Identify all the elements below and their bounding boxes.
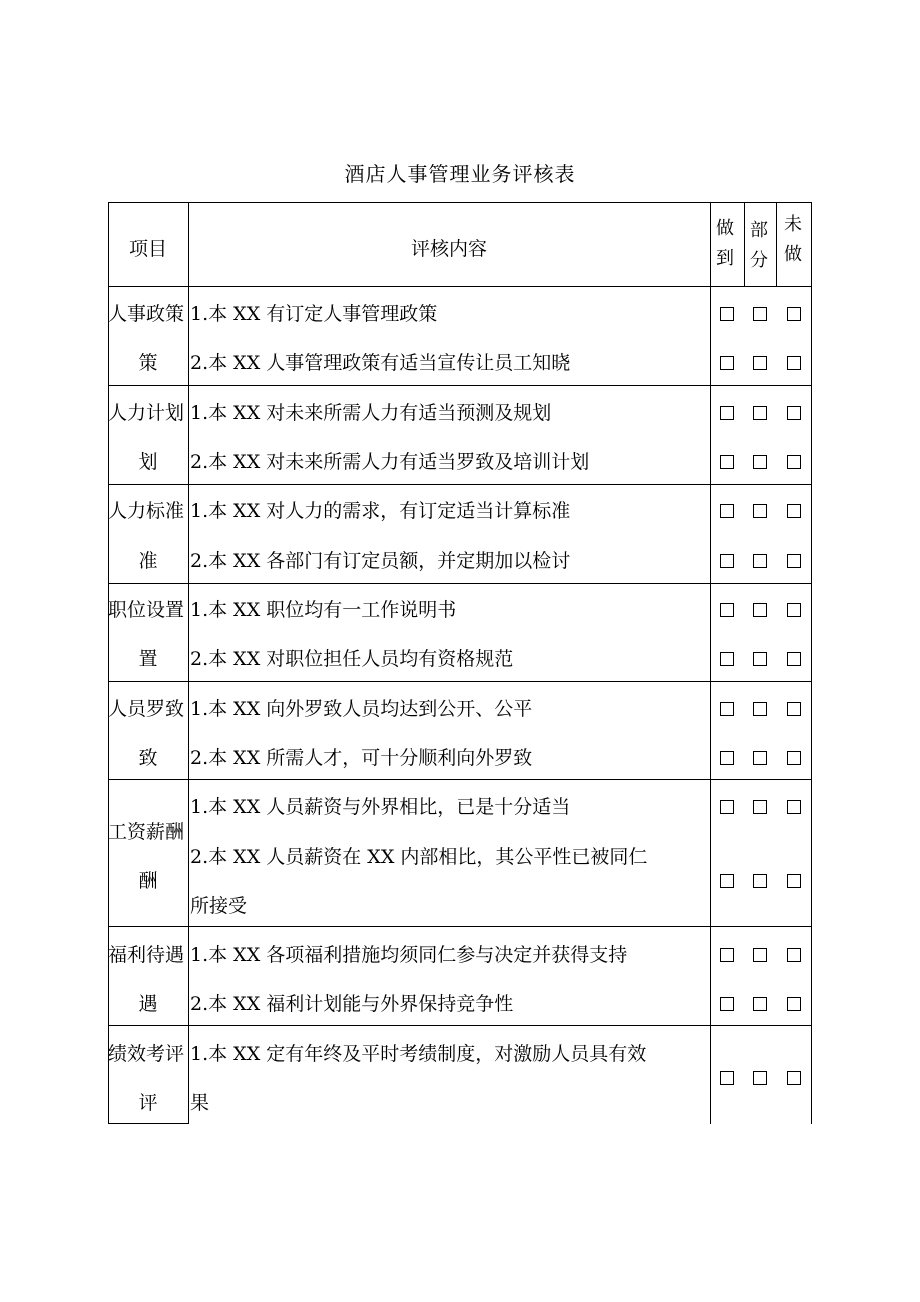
checkbox-not-done[interactable] (787, 554, 801, 568)
section-name-wrap: 准 (138, 550, 158, 572)
section-name: 人力标准 (108, 500, 185, 522)
header-not-done: 未 做 (784, 214, 802, 265)
checkbox-partial[interactable] (753, 455, 767, 469)
checkbox-not-done[interactable] (787, 997, 801, 1011)
row-divider (108, 583, 812, 584)
checkbox-not-done[interactable] (787, 702, 801, 716)
checkbox-partial[interactable] (753, 948, 767, 962)
checkbox-not-done[interactable] (787, 751, 801, 765)
checkbox-not-done[interactable] (787, 504, 801, 518)
section-name-wrap: 划 (138, 451, 158, 473)
header-content: 评核内容 (410, 238, 487, 260)
checkbox-partial[interactable] (753, 307, 767, 321)
checkbox-partial[interactable] (753, 554, 767, 568)
checkbox-done[interactable] (720, 997, 734, 1011)
checkbox-partial[interactable] (753, 652, 767, 666)
section-name: 福利待遇 (108, 944, 185, 966)
evaluation-table (108, 202, 812, 1124)
section-name-wrap: 置 (138, 648, 158, 670)
section-name-wrap: 策 (138, 352, 158, 374)
checkbox-done[interactable] (720, 652, 734, 666)
section-name-wrap: 评 (138, 1092, 158, 1114)
criterion-text: 1.本 XX 有订定人事管理政策 (190, 303, 438, 325)
checkbox-partial[interactable] (753, 997, 767, 1011)
checkbox-done[interactable] (720, 702, 734, 716)
checkbox-done[interactable] (720, 307, 734, 321)
section-name: 职位设置 (108, 599, 185, 621)
checkbox-done[interactable] (720, 874, 734, 888)
checkbox-not-done[interactable] (787, 652, 801, 666)
checkbox-not-done[interactable] (787, 455, 801, 469)
criterion-text: 1.本 XX 职位均有一工作说明书 (190, 599, 457, 621)
table-border-bottom (108, 1123, 189, 1124)
section-name: 人员罗致 (108, 698, 185, 720)
row-divider (108, 1025, 812, 1026)
checkbox-done[interactable] (720, 356, 734, 370)
section-name-wrap: 遇 (138, 993, 158, 1015)
checkbox-partial[interactable] (753, 751, 767, 765)
checkbox-not-done[interactable] (787, 307, 801, 321)
checkbox-partial[interactable] (753, 603, 767, 617)
criterion-text: 果 (190, 1092, 210, 1114)
checkbox-done[interactable] (720, 751, 734, 765)
column-divider (710, 202, 711, 1124)
row-divider (108, 385, 812, 386)
criterion-text: 2.本 XX 各部门有订定员额，并定期加以检讨 (190, 550, 571, 572)
checkbox-not-done[interactable] (787, 874, 801, 888)
column-divider (188, 202, 189, 1124)
checkbox-not-done[interactable] (787, 356, 801, 370)
criterion-text: 2.本 XX 福利计划能与外界保持竞争性 (190, 993, 514, 1015)
section-name-wrap: 酬 (138, 870, 158, 892)
checkbox-done[interactable] (720, 504, 734, 518)
criterion-text: 1.本 XX 向外罗致人员均达到公开、公平 (190, 698, 533, 720)
checkbox-done[interactable] (720, 554, 734, 568)
header-partial: 部 分 (750, 220, 768, 271)
checkbox-done[interactable] (720, 1071, 734, 1085)
criterion-text: 1.本 XX 对人力的需求，有订定适当计算标准 (190, 500, 571, 522)
criterion-text: 2.本 XX 对职位担任人员均有资格规范 (190, 648, 514, 670)
row-divider (108, 779, 812, 780)
row-divider (108, 681, 812, 682)
criterion-text: 1.本 XX 各项福利措施均须同仁参与决定并获得支持 (190, 944, 628, 966)
checkbox-done[interactable] (720, 948, 734, 962)
row-divider (108, 926, 812, 927)
row-divider (108, 286, 812, 287)
checkbox-not-done[interactable] (787, 800, 801, 814)
checkbox-done[interactable] (720, 455, 734, 469)
column-divider (776, 202, 777, 286)
checkbox-not-done[interactable] (787, 948, 801, 962)
section-name-wrap: 致 (138, 747, 158, 769)
section-name: 工资薪酬 (108, 821, 185, 843)
section-name: 绩效考评 (108, 1043, 185, 1065)
checkbox-done[interactable] (720, 406, 734, 420)
criterion-text: 1.本 XX 人员薪资与外界相比，已是十分适当 (190, 796, 571, 818)
page-title: 酒店人事管理业务评核表 (344, 162, 576, 186)
criterion-text: 2.本 XX 人事管理政策有适当宣传让员工知晓 (190, 352, 571, 374)
table-border-top (108, 202, 812, 203)
section-name: 人力计划 (108, 402, 185, 424)
table-border-right (811, 202, 812, 1124)
checkbox-not-done[interactable] (787, 1071, 801, 1085)
checkbox-partial[interactable] (753, 800, 767, 814)
checkbox-not-done[interactable] (787, 406, 801, 420)
checkbox-done[interactable] (720, 800, 734, 814)
criterion-text: 所接受 (190, 895, 248, 917)
row-divider (108, 484, 812, 485)
checkbox-partial[interactable] (753, 504, 767, 518)
criterion-text: 1.本 XX 对未来所需人力有适当预测及规划 (190, 402, 552, 424)
checkbox-not-done[interactable] (787, 603, 801, 617)
column-divider (744, 202, 745, 286)
section-name: 人事政策 (108, 303, 185, 325)
header-done: 做 到 (716, 218, 734, 269)
criterion-text: 2.本 XX 人员薪资在 XX 内部相比，其公平性已被同仁 (190, 846, 648, 868)
checkbox-partial[interactable] (753, 356, 767, 370)
checkbox-partial[interactable] (753, 406, 767, 420)
checkbox-partial[interactable] (753, 874, 767, 888)
criterion-text: 2.本 XX 所需人才，可十分顺利向外罗致 (190, 747, 533, 769)
criterion-text: 2.本 XX 对未来所需人力有适当罗致及培训计划 (190, 451, 590, 473)
header-item: 项目 (128, 238, 167, 260)
criterion-text: 1.本 XX 定有年终及平时考绩制度，对激励人员具有效 (190, 1043, 647, 1065)
checkbox-partial[interactable] (753, 702, 767, 716)
checkbox-partial[interactable] (753, 1071, 767, 1085)
checkbox-done[interactable] (720, 603, 734, 617)
